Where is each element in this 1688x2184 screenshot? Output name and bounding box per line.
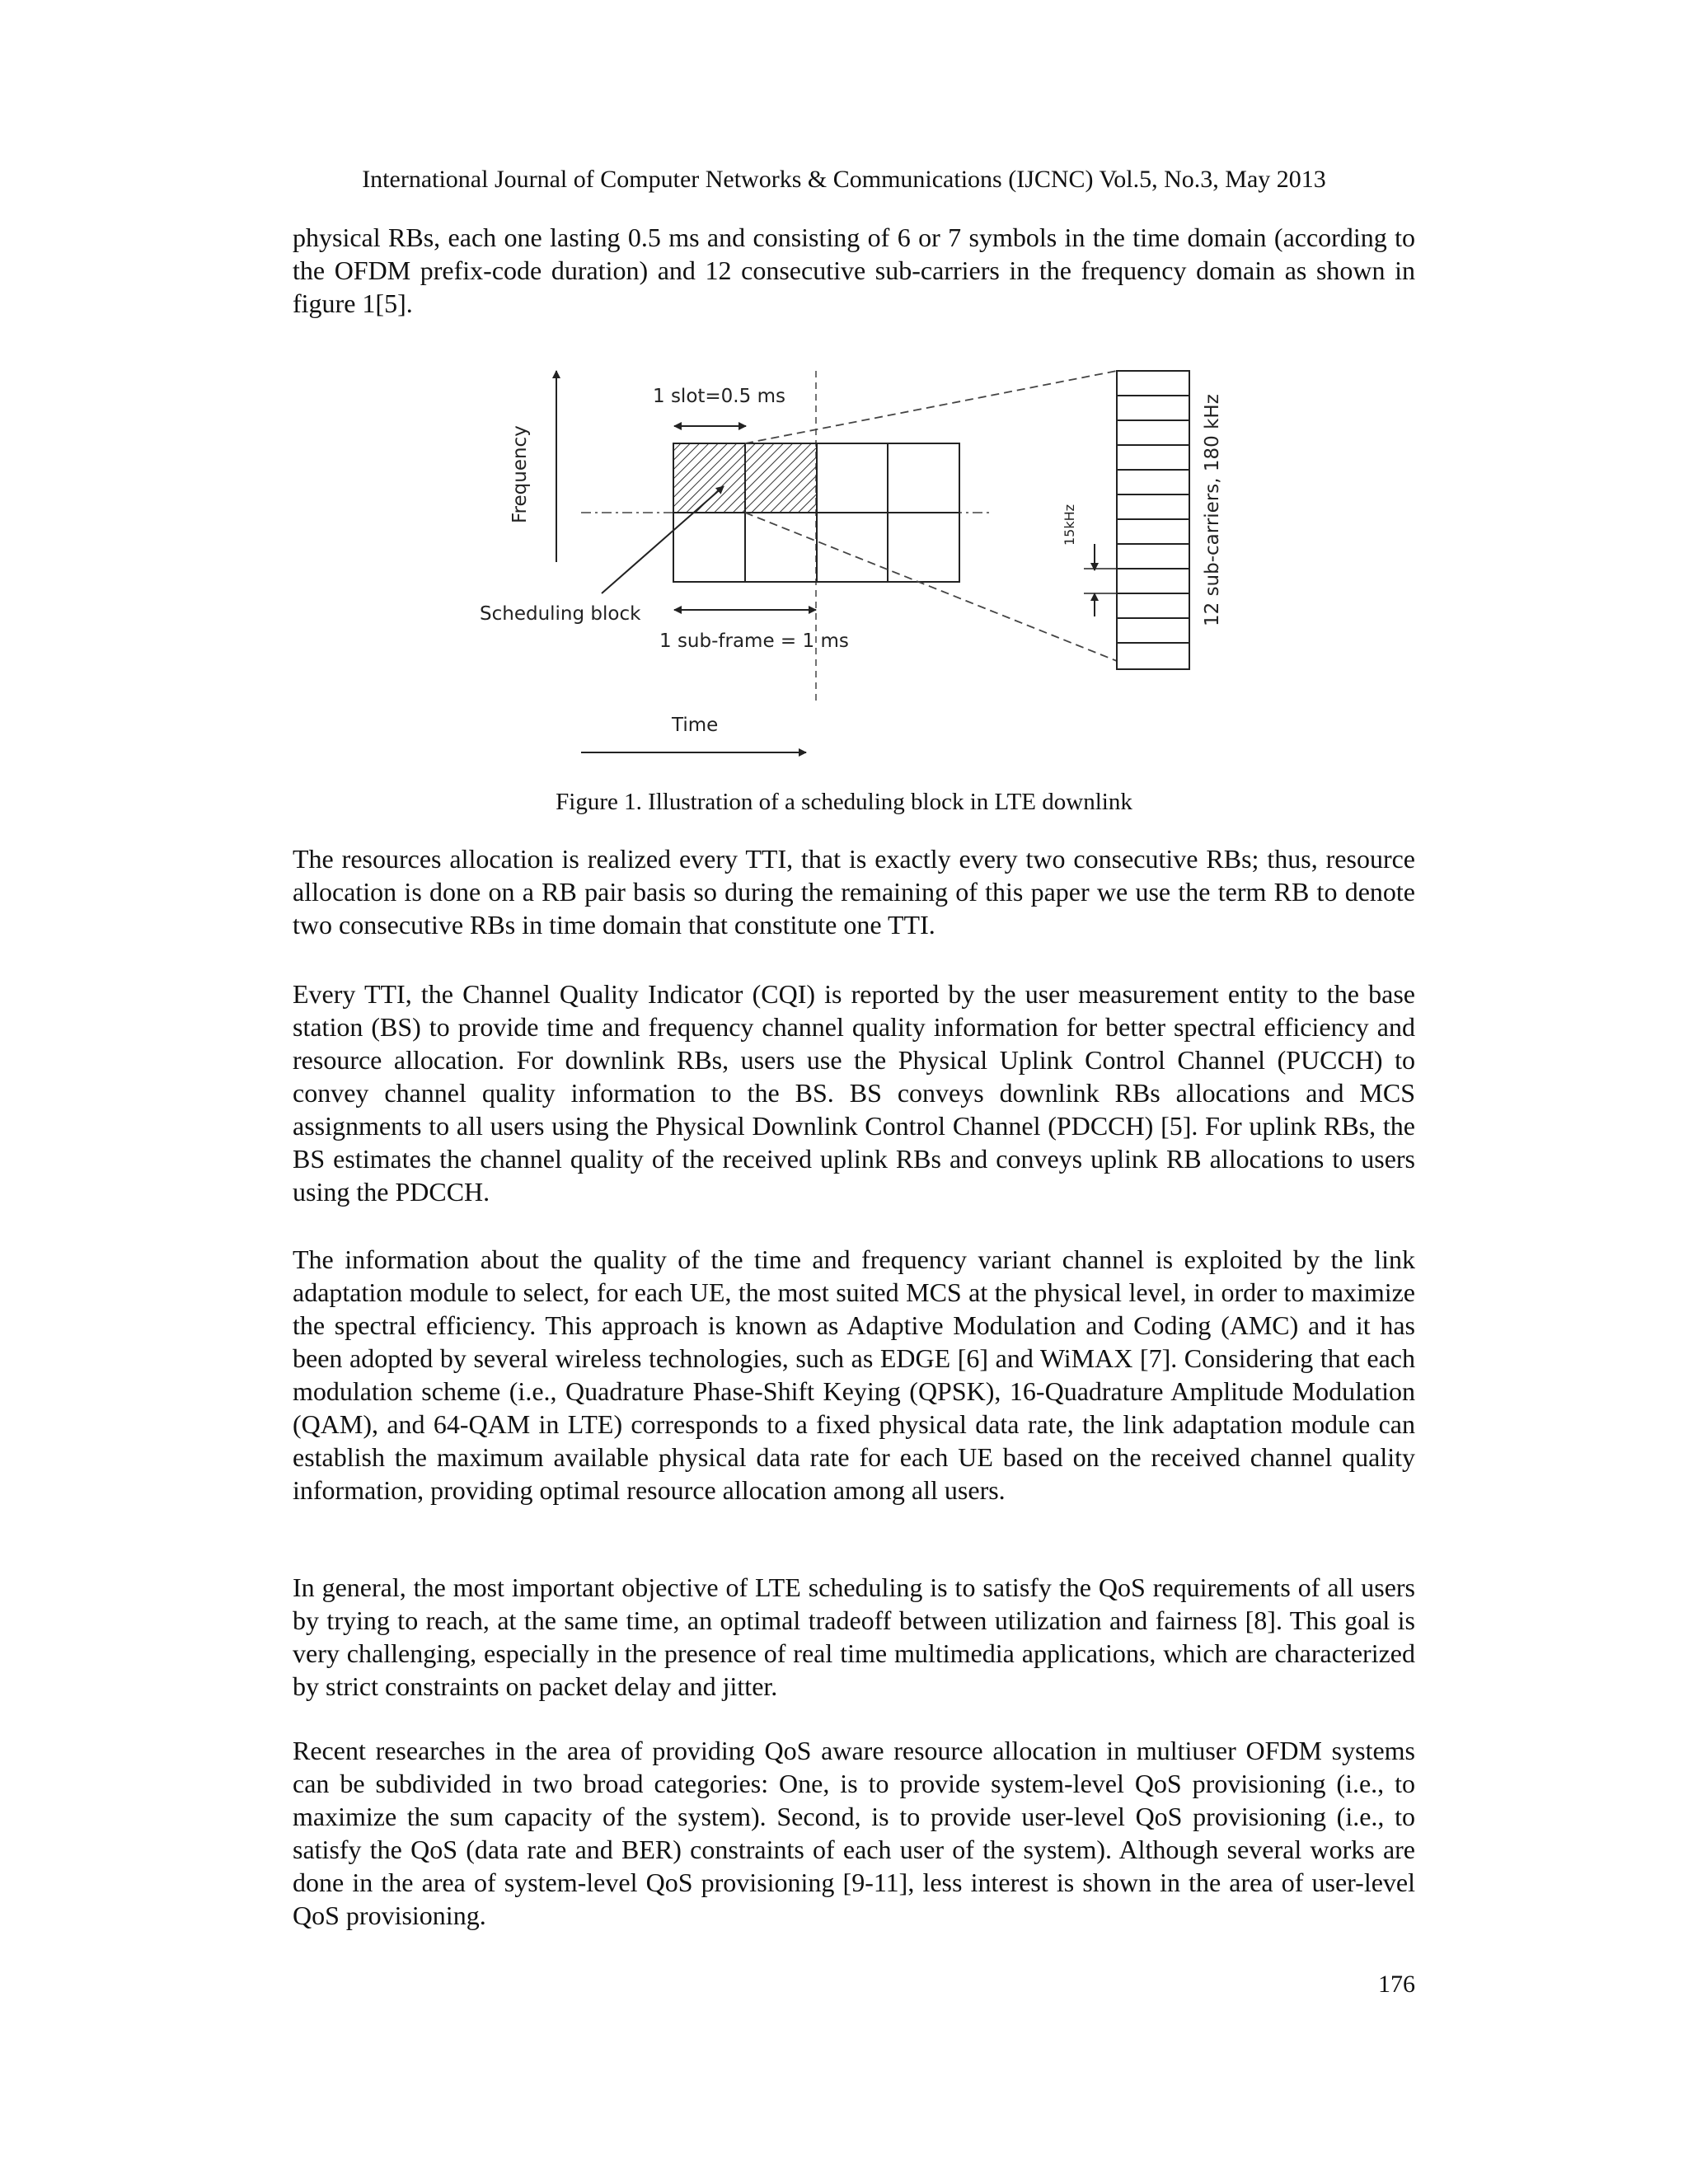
- body-paragraph: Every TTI, the Channel Quality Indicator (CQI) is reported by the user measurement entity to the base station (BS) to provide time and frequency channel quality information for better spectral efficiency and resource allocation. For downlink RBs, users use the Physical Uplink Control Channel (PUCCH) to convey channel quality information to the BS. BS conveys downlink RBs allocations and MCS assignments to all users using the Physical Downlink Control Channel (PDCCH) [5]. For uplink RBs, the BS estimates the channel quality of the received uplink RBs and conveys uplink RB allocations to users using the PDCCH.: [293, 979, 1415, 1207]
- running-header: International Journal of Computer Networks & Communications (IJCNC) Vol.5, No.3, May 2013: [362, 166, 1326, 193]
- subframe-label: 1 sub-frame = 1 ms: [659, 630, 849, 652]
- zoom-line-top: [745, 371, 1117, 443]
- slot-label: 1 slot=0.5 ms: [653, 386, 785, 407]
- subcarrier-spacing-label: 15kHz: [1062, 504, 1077, 546]
- figure-caption: Figure 1. Illustration of a scheduling block in LTE downlink: [556, 789, 1132, 815]
- diagram-svg: [462, 354, 1223, 775]
- frequency-label: Frequency: [509, 425, 531, 523]
- page-number: 176: [1378, 1971, 1415, 1998]
- body-paragraph: In general, the most important objective of LTE scheduling is to satisfy the QoS requirements of all users by trying to reach, at the same time, an optimal tradeoff between utilization and fairness [8]. This goal is very challenging, especially in the presence of real time multimedia applications, which are characterized by strict constraints on packet delay and jitter.: [293, 1572, 1415, 1701]
- scheduling-block-pointer: [602, 486, 724, 593]
- body-paragraph: The information about the quality of the time and frequency variant channel is exploited by the link adaptation module to select, for each UE, the most suited MCS at the physical level, in order to maximize the spectral efficiency. This approach is known as Adaptive Modulation and Coding (AMC) and it has been adopted by several wireless technologies, such as EDGE [6] and WiMAX [7]. Considering that each modulation scheme (i.e., Quadrature Phase-Shift Keying (QPSK), 16-Quadrature Amplitude Modulation (QAM), and 64-QAM in LTE) corresponds to a fixed physical data rate, the link adaptation module can establish the maximum available physical data rate for each UE based on the received channel quality information, providing optimal resource allocation among all users.: [293, 1244, 1415, 1505]
- subcarrier-column: [1117, 371, 1189, 669]
- subcarriers-label: 12 sub-carriers, 180 kHz: [1202, 394, 1223, 626]
- body-paragraph: physical RBs, each one lasting 0.5 ms and consisting of 6 or 7 symbols in the time domain (according to the OFDM prefix-code duration) and 12 consecutive sub-carriers in the frequency domain as shown in figure 1[5].: [293, 223, 1415, 318]
- subcarrier-spacing-arrows: [1084, 544, 1117, 616]
- figure-scheduling-block: [462, 354, 1223, 775]
- body-paragraph: The resources allocation is realized every TTI, that is exactly every two consecutive RBs; thus, resource allocation is done on a RB pair basis so during the remaining of this paper we use the term RB to denote two consecutive RBs in time domain that constitute one TTI.: [293, 844, 1415, 940]
- body-paragraph: Recent researches in the area of providing QoS aware resource allocation in multiuser OFDM systems can be subdivided in two broad categories: One, is to provide system-level QoS provisioning (i.e., to maximize the sum capacity of the system). Second, is to provide user-level QoS provisioning (i.e., to satisfy the QoS (data rate and BER) constraints of each user of the system). Although several works are done in the area of system-level QoS provisioning [9-11], less interest is shown in the area of user-level QoS provisioning.: [293, 1736, 1415, 1930]
- time-label: Time: [672, 715, 719, 736]
- scheduling-block-label: Scheduling block: [480, 603, 641, 625]
